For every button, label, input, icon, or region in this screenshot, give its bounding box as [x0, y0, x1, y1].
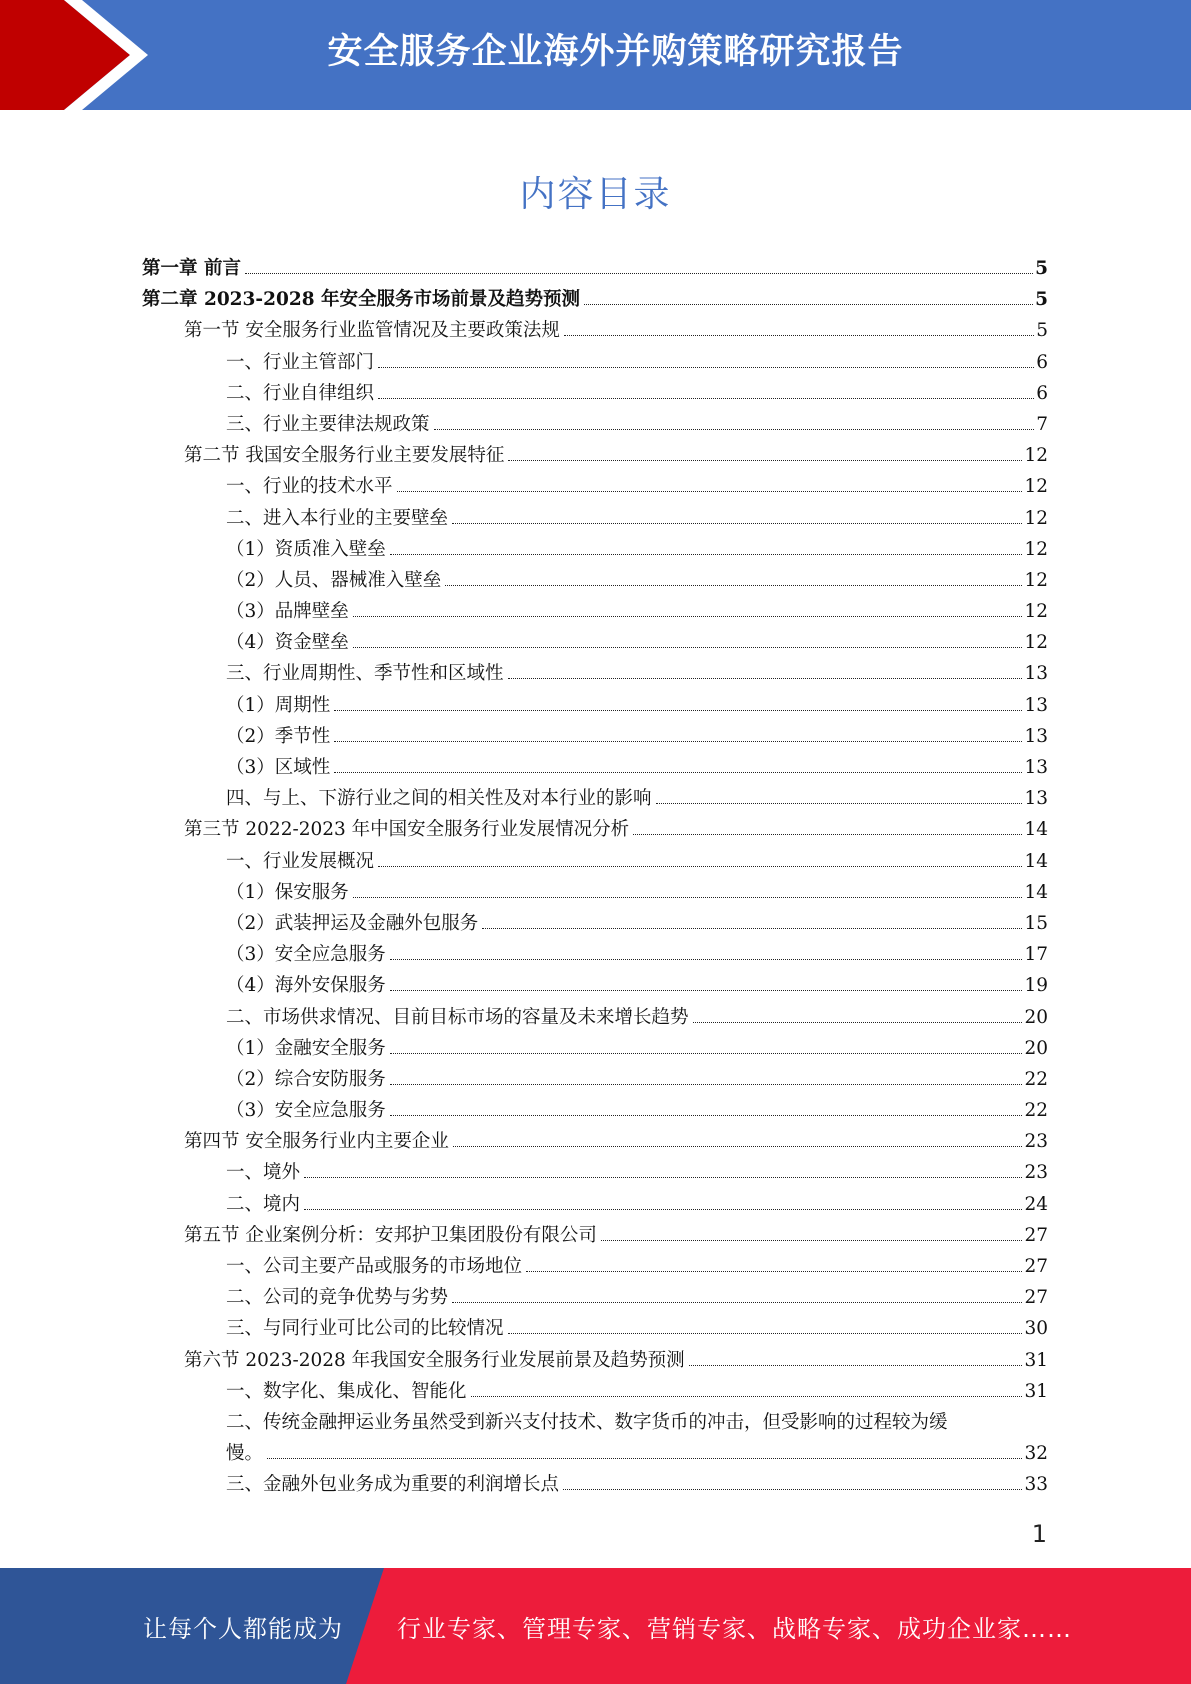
toc-entry-title: 三、与同行业可比公司的比较情况	[226, 1318, 504, 1340]
toc-entry-page: 12	[1024, 538, 1048, 560]
toc-dot-leader	[471, 1396, 1023, 1397]
toc-entry-title: （3）品牌壁垒	[226, 601, 349, 623]
toc-dot-leader	[656, 803, 1023, 804]
toc-entry-title: （2）人员、器械准入壁垒	[226, 569, 442, 591]
toc-entry-title: （4）海外安保服务	[226, 975, 386, 997]
footer-slogan-left: 让每个人都能成为	[143, 1615, 343, 1643]
toc-entry-page: 20	[1024, 1006, 1048, 1028]
toc-entry-page: 27	[1024, 1256, 1048, 1277]
toc-dot-leader	[434, 429, 1035, 430]
toc-dot-leader	[353, 897, 1023, 898]
toc-dot-leader	[452, 523, 1022, 524]
toc-entry-title: 一、数字化、集成化、智能化	[226, 1380, 467, 1402]
page-header	[0, 0, 1191, 110]
toc-entry[interactable]	[142, 1251, 1048, 1282]
toc-entry-title: （2）季节性	[226, 725, 331, 747]
toc-entry-page: 12	[1024, 445, 1048, 467]
toc-entry-page: 22	[1024, 1068, 1048, 1090]
toc-dot-leader	[584, 304, 1033, 305]
toc-dot-leader	[390, 1084, 1023, 1085]
toc-entry-title: （1）资质准入壁垒	[226, 538, 386, 560]
toc-entry-page: 27	[1024, 1224, 1048, 1246]
toc-entry-title: 一、行业的技术水平	[226, 476, 393, 498]
header-arrow-decoration	[0, 0, 170, 110]
toc-entry-title: 第二节 我国安全服务行业主要发展特征	[184, 445, 505, 467]
toc-entry[interactable]	[142, 565, 1048, 596]
page-footer	[0, 1568, 1191, 1684]
toc-entry[interactable]	[142, 939, 1048, 970]
toc-dot-leader	[601, 1240, 1023, 1241]
toc-entry-page: 14	[1024, 881, 1048, 903]
toc-entry-title: （1）保安服务	[226, 881, 349, 903]
toc-entry-title: （3）安全应急服务	[226, 944, 386, 966]
toc-entry-wrapped-line2[interactable]	[142, 1438, 1048, 1469]
toc-dot-leader	[508, 460, 1022, 461]
toc-dot-leader	[378, 866, 1022, 867]
toc-entry[interactable]	[142, 721, 1048, 752]
toc-entry-title: 第六节 2023-2028 年我国安全服务行业发展前景及趋势预测	[184, 1349, 685, 1371]
toc-entry[interactable]	[142, 1282, 1048, 1313]
toc-entry[interactable]	[142, 1376, 1048, 1407]
toc-entry-title: 四、与上、下游行业之间的相关性及对本行业的影响	[226, 788, 652, 810]
toc-entry[interactable]	[142, 409, 1048, 440]
toc-dot-leader	[452, 1302, 1022, 1303]
toc-entry[interactable]	[142, 627, 1048, 658]
toc-dot-leader	[397, 491, 1023, 492]
toc-entry-page: 5	[1035, 258, 1048, 279]
toc-dot-leader	[334, 741, 1022, 742]
report-title: 安全服务企业海外并购策略研究报告	[327, 32, 904, 72]
toc-entry-title: 慢。	[226, 1443, 264, 1465]
toc-entry[interactable]	[142, 1469, 1048, 1500]
toc-entry-page: 6	[1036, 382, 1048, 404]
toc-entry-page: 7	[1036, 413, 1048, 435]
toc-entry-page: 20	[1024, 1037, 1048, 1059]
toc-entry-page: 5	[1036, 320, 1048, 342]
toc-entry-page: 12	[1024, 632, 1048, 654]
toc-dot-leader	[390, 1115, 1023, 1116]
toc-entry-title: 一、境外	[226, 1162, 301, 1184]
toc-entry-title: 三、行业主要律法规政策	[226, 413, 430, 435]
toc-entry-page: 14	[1024, 819, 1048, 841]
toc-dot-leader	[508, 678, 1023, 679]
toc-entry-title: 一、行业发展概况	[226, 850, 375, 872]
toc-entry[interactable]	[142, 596, 1048, 627]
toc-entry-title: 二、公司的竞争优势与劣势	[226, 1287, 449, 1309]
toc-entry-title: 二、市场供求情况、目前目标市场的容量及未来增长趋势	[226, 1006, 689, 1028]
toc-entry-title: 第一节 安全服务行业监管情况及主要政策法规	[184, 320, 560, 342]
toc-entry[interactable]	[142, 315, 1048, 346]
toc-dot-leader	[390, 990, 1023, 991]
toc-entry-title: 一、公司主要产品或服务的市场地位	[226, 1256, 523, 1277]
toc-entry[interactable]	[142, 503, 1048, 534]
page-number: 1	[1031, 1520, 1047, 1548]
toc-entry-page: 14	[1024, 850, 1048, 872]
toc-entry-title: 第三节 2022-2023 年中国安全服务行业发展情况分析	[184, 819, 630, 841]
toc-entry[interactable]	[142, 1220, 1048, 1251]
toc-entry-page: 6	[1036, 351, 1048, 373]
toc-entry[interactable]	[142, 284, 1048, 315]
toc-entry[interactable]	[142, 1064, 1048, 1095]
toc-entry-title: 第二章 2023-2028 年安全服务市场前景及趋势预测	[142, 289, 581, 311]
toc-dot-leader	[526, 1271, 1022, 1272]
toc-entry-title: 二、境内	[226, 1193, 301, 1215]
toc-entry-title: 三、金融外包业务成为重要的利润增长点	[226, 1474, 560, 1496]
toc-dot-leader	[508, 1333, 1023, 1334]
toc-entry-page: 23	[1024, 1162, 1048, 1184]
toc-entry-title: （3）安全应急服务	[226, 1100, 386, 1122]
toc-entry-page: 17	[1024, 944, 1048, 966]
toc-entry-title: （2）综合安防服务	[226, 1068, 386, 1090]
toc-entry-title: （2）武装押运及金融外包服务	[226, 912, 479, 934]
toc-dot-leader	[245, 273, 1033, 274]
toc-entry-page: 13	[1024, 725, 1048, 747]
toc-dot-leader	[693, 1022, 1023, 1023]
toc-entry-title: 一、行业主管部门	[226, 351, 375, 373]
toc-entry[interactable]	[142, 534, 1048, 565]
toc-dot-leader	[334, 710, 1022, 711]
toc-dot-leader	[378, 367, 1034, 368]
toc-entry-page: 13	[1024, 663, 1048, 685]
toc-entry-page: 19	[1024, 975, 1048, 997]
toc-entry[interactable]	[142, 253, 1048, 284]
toc-dot-leader	[453, 1146, 1023, 1147]
toc-entry-page: 12	[1024, 569, 1048, 591]
toc-entry[interactable]	[142, 970, 1048, 1001]
toc-dot-leader	[353, 616, 1023, 617]
toc-entry-wrapped-line1[interactable]	[142, 1407, 1048, 1438]
toc-entry-page: 12	[1024, 507, 1048, 529]
toc-entry[interactable]	[142, 1157, 1048, 1188]
toc-entry-page: 24	[1024, 1193, 1048, 1215]
table-of-contents	[142, 253, 1048, 1501]
toc-entry-title: （4）资金壁垒	[226, 632, 349, 654]
toc-entry-page: 12	[1024, 476, 1048, 498]
toc-dot-leader	[564, 335, 1034, 336]
toc-entry[interactable]	[142, 1002, 1048, 1033]
toc-entry-page: 15	[1024, 912, 1048, 934]
toc-entry[interactable]	[142, 1189, 1048, 1220]
toc-entry-title: 第五节 企业案例分析：安邦护卫集团股份有限公司	[184, 1224, 597, 1246]
toc-entry[interactable]	[142, 846, 1048, 877]
toc-entry[interactable]	[142, 1095, 1048, 1126]
toc-dot-leader	[445, 585, 1022, 586]
toc-dot-leader	[390, 554, 1023, 555]
toc-entry-title: 二、进入本行业的主要壁垒	[226, 507, 449, 529]
toc-entry[interactable]	[142, 378, 1048, 409]
toc-entry-page: 13	[1024, 757, 1048, 778]
toc-entry[interactable]	[142, 690, 1048, 721]
toc-dot-leader	[689, 1365, 1023, 1366]
toc-entry-page: 31	[1024, 1380, 1048, 1402]
toc-entry[interactable]	[142, 877, 1048, 908]
toc-dot-leader	[334, 772, 1022, 773]
toc-entry-page: 27	[1024, 1287, 1048, 1309]
footer-slogan-right: 行业专家、管理专家、营销专家、战略专家、成功企业家……	[397, 1615, 1072, 1643]
toc-dot-leader	[390, 1053, 1023, 1054]
toc-entry[interactable]	[142, 658, 1048, 689]
toc-dot-leader	[563, 1489, 1022, 1490]
toc-entry-page: 5	[1035, 289, 1048, 311]
toc-entry-title: 第四节 安全服务行业内主要企业	[184, 1131, 449, 1153]
toc-entry-title: （1）金融安全服务	[226, 1037, 386, 1059]
toc-entry-title: （3）区域性	[226, 757, 331, 778]
toc-dot-leader	[633, 834, 1022, 835]
toc-entry[interactable]	[142, 1033, 1048, 1064]
toc-entry-page: 22	[1024, 1100, 1048, 1122]
toc-heading: 内容目录	[519, 174, 672, 215]
toc-dot-leader	[304, 1177, 1022, 1178]
toc-entry[interactable]	[142, 440, 1048, 471]
toc-entry-title: 二、行业自律组织	[226, 382, 375, 404]
toc-entry-title: 二、传统金融押运业务虽然受到新兴支付技术、数字货币的冲击，但受影响的过程较为缓	[226, 1411, 948, 1433]
toc-entry-page: 33	[1024, 1474, 1048, 1496]
toc-entry-page: 32	[1024, 1443, 1048, 1465]
toc-entry-page: 13	[1024, 788, 1048, 810]
toc-entry-page: 23	[1024, 1131, 1048, 1153]
toc-entry[interactable]	[142, 471, 1048, 502]
toc-entry-page: 13	[1024, 694, 1048, 716]
toc-dot-leader	[304, 1209, 1022, 1210]
toc-entry[interactable]	[142, 347, 1048, 378]
toc-entry-page: 30	[1024, 1318, 1048, 1340]
toc-entry-title: （1）周期性	[226, 694, 331, 716]
toc-entry[interactable]	[142, 814, 1048, 845]
toc-entry-page: 31	[1024, 1349, 1048, 1371]
toc-dot-leader	[267, 1458, 1022, 1459]
toc-entry[interactable]	[142, 1126, 1048, 1157]
toc-entry[interactable]	[142, 1345, 1048, 1376]
toc-dot-leader	[378, 398, 1034, 399]
toc-entry-title: 第一章 前言	[142, 258, 241, 279]
toc-dot-leader	[482, 928, 1022, 929]
toc-dot-leader	[390, 959, 1023, 960]
toc-entry-title: 三、行业周期性、季节性和区域性	[226, 663, 504, 685]
toc-entry[interactable]	[142, 908, 1048, 939]
toc-entry[interactable]	[142, 752, 1048, 783]
toc-dot-leader	[353, 647, 1023, 648]
toc-entry[interactable]	[142, 1313, 1048, 1344]
toc-entry[interactable]	[142, 783, 1048, 814]
toc-entry-page: 12	[1024, 601, 1048, 623]
